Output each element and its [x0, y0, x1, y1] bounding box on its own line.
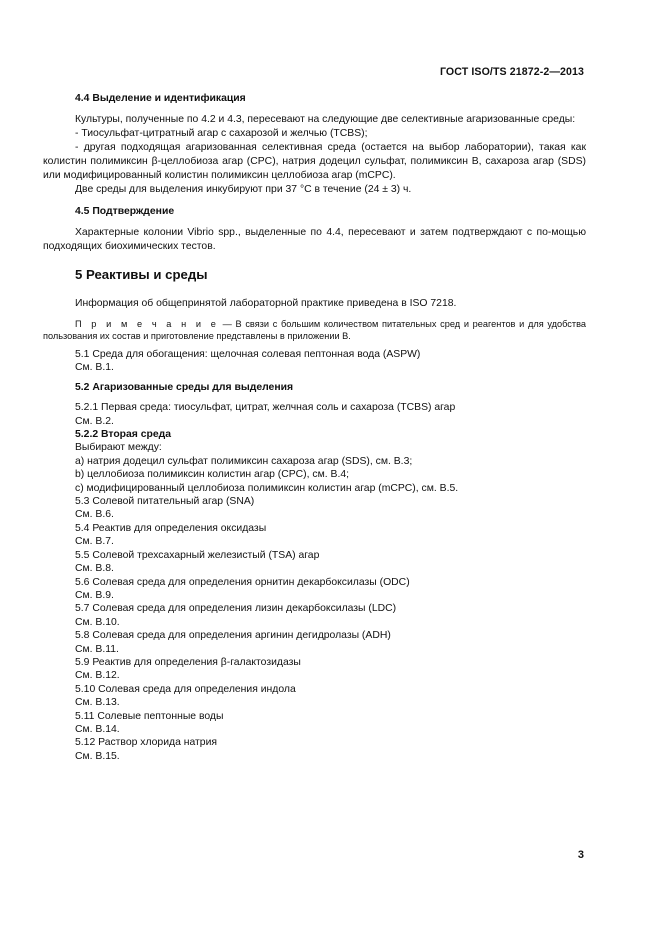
page-number: 3: [577, 849, 584, 861]
note-label: П р и м е ч а н и е: [75, 319, 219, 329]
list-line: См. В.9.: [75, 589, 114, 601]
list-line: 5.1 Среда для обогащения: щелочная солевая пептонная вода (ASPW): [75, 349, 421, 360]
list-line: См. В.2.: [75, 415, 114, 427]
list-line: c) модифицированный целлобиоза полимиксин колистин агар (mCPC), см. В.5.: [75, 482, 459, 494]
list-line: 5.11 Солевые пептонные воды: [75, 710, 224, 722]
document-body: [43, 92, 586, 763]
section-5-2-heading: 5.2 Агаризованные среды для выделения: [75, 381, 294, 393]
list-line: См. В.7.: [75, 536, 114, 548]
document-header: ГОСТ ISO/TS 21872-2—2013: [439, 66, 584, 78]
list-line: Выбирают между:: [75, 442, 162, 454]
list-line: 5.2.1 Первая среда: тиосульфат, цитрат, желчная соль и сахароза (TCBS) агар: [75, 402, 456, 414]
section-4-5-para: Характерные колонии Vibrio spp., выделенные по 4.4, пересевают и затем подтверждают с по-мощью подходящих биохимических тестов.: [43, 227, 586, 252]
list-line: См. В.14.: [75, 723, 120, 735]
section-5-2-2-heading: 5.2.2 Вторая среда: [75, 429, 172, 441]
section-5-heading: 5 Реактивы и среды: [75, 267, 208, 282]
section-4-4-heading: 4.4 Выделение и идентификация: [75, 93, 246, 104]
list-line: См. В.6.: [75, 509, 114, 521]
section-4-4-item2: - другая подходящая агаризованная селективная среда (остается на выбор лаборатории), такая как колистин полимиксин β-целлобиоза агар (CPC), натрия додецил сульфат, полимиксин B, сахароза агар (SDS) или модифицированный колистин полимиксин целлобиоза агар (mCPC).: [43, 142, 586, 181]
section-5-intro: Информация об общепринятой лабораторной практике приведена в ISO 7218.: [75, 298, 457, 309]
list-line: a) натрия додецил сульфат полимиксин сахароза агар (SDS), см. В.3;: [75, 455, 413, 467]
list-line: 5.5 Солевой трехсахарный железистый (TSA) агар: [75, 549, 320, 561]
list-line: См. В.10.: [75, 616, 120, 628]
list-line: См. В.13.: [75, 697, 120, 709]
list-line: b) целлобиоза полимиксин колистин агар (CPC), см. В.4;: [75, 469, 350, 481]
list-line: См. В.12.: [75, 670, 120, 682]
list-line: См. В.11.: [75, 643, 119, 655]
list-line: 5.9 Реактив для определения β-галактозидазы: [75, 656, 301, 668]
section-4-5-heading: 4.5 Подтверждение: [75, 206, 175, 217]
list-line: 5.6 Солевая среда для определения орнитин декарбоксилазы (ODC): [75, 576, 410, 588]
list-line: 5.10 Солевая среда для определения индола: [75, 683, 296, 695]
note-text: — В связи с большим количеством питательных сред и реагентов и для удобства пользования их состав и приготовление представлены в приложении В.: [43, 319, 586, 341]
list-line: 5.4 Реактив для определения оксидазы: [75, 522, 267, 534]
section-4-4-item1: - Тиосульфат-цитратный агар с сахарозой и желчью (TCBS);: [75, 128, 368, 139]
list-line: См. В.1.: [75, 362, 114, 374]
list-line: См. В.15.: [75, 750, 120, 762]
list-line: 5.8 Солевая среда для определения аргинин дегидролазы (ADH): [75, 630, 391, 642]
list-line: 5.12 Раствор хлорида натрия: [75, 737, 217, 749]
list-line: См. В.8.: [75, 563, 114, 575]
section-5-note: [43, 318, 586, 342]
list-line: 5.7 Солевая среда для определения лизин декарбоксилазы (LDC): [75, 603, 397, 615]
section-4-4-para1: Культуры, полученные по 4.2 и 4.3, пересевают на следующие две селективные агаризованные среды:: [75, 114, 576, 125]
section-4-4-para2: Две среды для выделения инкубируют при 37 °C в течение (24 ± 3) ч.: [75, 184, 412, 195]
list-line: 5.3 Солевой питательный агар (SNA): [75, 496, 255, 508]
